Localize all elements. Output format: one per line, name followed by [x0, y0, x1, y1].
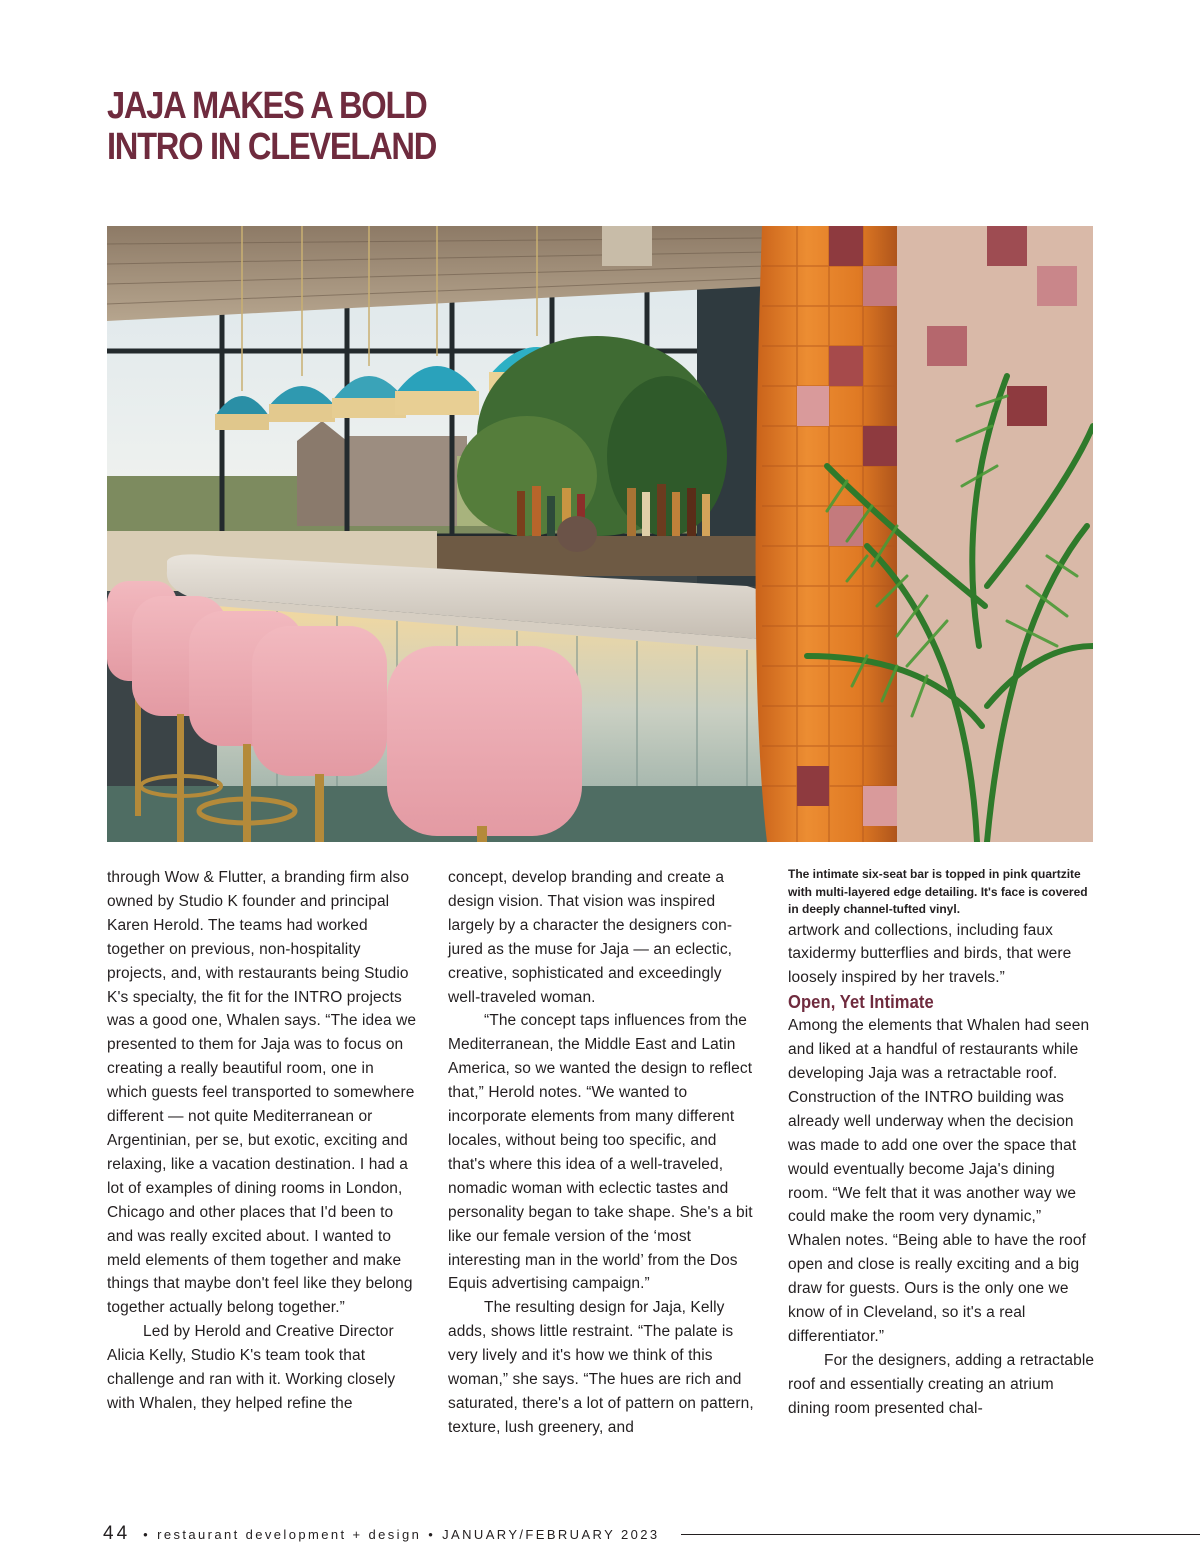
body-paragraph: artwork and collections, including faux taxidermy butterflies and birds, that were loosely inspired by her travels.”	[788, 921, 1072, 987]
headline-line-2: INTRO IN CLEVELAND	[107, 126, 437, 168]
publication-name: restaurant development + design	[157, 1526, 422, 1542]
page-number: 44	[103, 1523, 131, 1544]
running-footer	[136, 1527, 659, 1542]
headline-line-1: JAJA MAKES A BOLD	[107, 85, 427, 127]
bar-interior-photo	[107, 226, 1093, 842]
issue-date: JANUARY/FEBRUARY 2023	[442, 1526, 660, 1542]
article-column-2	[448, 866, 758, 1440]
body-paragraph: Among the elements that Whalen had seen and liked at a handful of restaurants while developing Jaja was a retractable roof. Construction of the INTRO building was already well underway when the decision was made to add one over the space that would eventually become Jaja's dining room. “We felt that it was another way we could make the room very dynamic,” Whalen notes. “Being able to have the roof open and close is really exciting and a big draw for guests. Ours is the only one we know of in Cleveland, so it's a real differentiator.”	[788, 1017, 1090, 1345]
section-subhead: Open, Yet Intimate	[788, 992, 934, 1013]
body-paragraph: For the designers, adding a retractable roof and essentially creating an atrium dining room presented chal-	[788, 1351, 1095, 1417]
photo-caption: The intimate six-seat bar is topped in pink quartzite with multi-layered edge detailing. It's face is covered in deeply channel-tufted vinyl.	[788, 867, 1088, 916]
body-paragraph: Led by Herold and Creative Director Alicia Kelly, Studio K's team took that challenge and ran with it. Working closely with Whalen, they helped refine the	[107, 1323, 396, 1412]
page-footer	[103, 1519, 1200, 1549]
bullet-separator: •	[143, 1526, 151, 1542]
article-headline	[107, 86, 709, 168]
article-column-1	[107, 866, 417, 1416]
footer-rule	[681, 1534, 1200, 1535]
body-paragraph: “The concept taps influences from the Mediterranean, the Middle East and Latin America, so we wanted the design to reflect that,” Herold notes. “We wanted to incorporate elements from many different locales, without being too specific, and that's where this idea of a well-traveled, nomadic woman with eclectic tastes and personality began to take shape. She's a bit like our female version of the ‘most interesting man in the world’ from the Dos Equis advertising campaign.”	[448, 1012, 753, 1293]
article-column-3	[788, 866, 1098, 1421]
bullet-separator: •	[428, 1526, 436, 1542]
body-paragraph: The resulting design for Jaja, Kelly adds, shows little restraint. “The palate is very lively and it's how we think of this woman,” she says. “The hues are rich and saturated, there's a lot of pattern on pattern, texture, lush greenery, and	[448, 1299, 754, 1436]
body-paragraph: through Wow & Flutter, a branding firm also owned by Studio K founder and principal Karen Herold. The teams had worked together on previous, non-hospitality projects, and, with restaurants being Studio K's specialty, the fit for the INTRO projects was a good one, Whalen says. “The idea we presented to them for Jaja was to focus on creating a really beautiful room, one in which guests feel transported to somewhere different — not quite Mediterranean or Argentinian, per se, but exotic, exciting and relaxing, like a vacation destination. I had a lot of examples of dining rooms in London, Chicago and other places that I'd been to and was really excited about. I wanted to meld elements of them together and make things that maybe don't feel like they belong together actually belong together.”	[107, 869, 417, 1317]
body-paragraph: concept, develop branding and create a design vision. That vision was inspired largely by a character the designers conjured as the muse for Jaja — an eclectic, creative, sophisticated and exceedingly well-traveled woman.	[448, 869, 733, 1006]
